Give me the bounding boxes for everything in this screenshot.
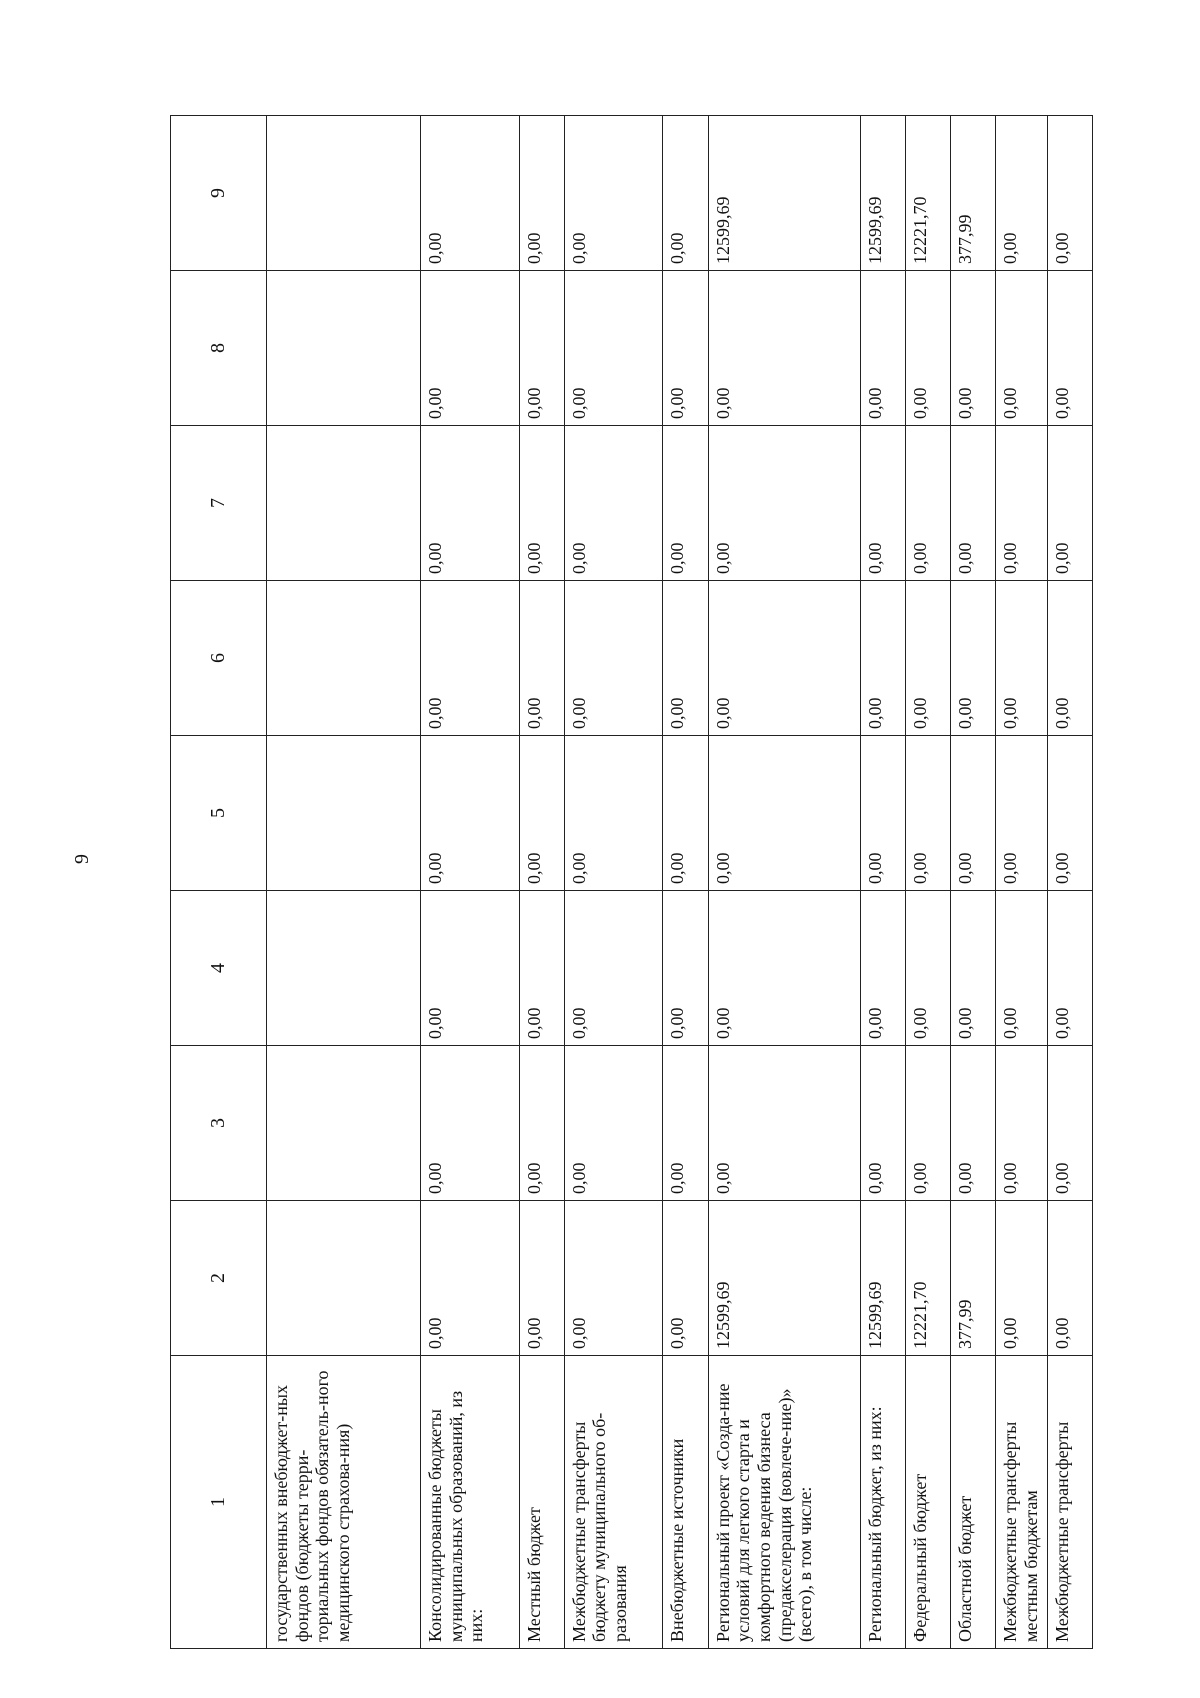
value-cell: 0,00: [905, 426, 950, 581]
value-cell: 0,00: [421, 116, 520, 271]
value-cell: 0,00: [860, 581, 905, 736]
row-label: государственных внебюджет-ных фондов (бюджеты терри-ториальных фондов обязатель-ного медицинского страхова-ния): [267, 1356, 421, 1649]
column-header: 8: [171, 271, 267, 426]
value-cell: 0,00: [1047, 736, 1092, 891]
value-cell: 0,00: [996, 891, 1048, 1046]
value-cell: 0,00: [1047, 116, 1092, 271]
value-cell: 0,00: [996, 1201, 1048, 1356]
value-cell: 0,00: [860, 1046, 905, 1201]
value-cell: 0,00: [996, 426, 1048, 581]
value-cell: 0,00: [519, 1201, 564, 1356]
value-cell: 0,00: [421, 581, 520, 736]
value-cell: 0,00: [708, 736, 860, 891]
value-cell: 0,00: [421, 271, 520, 426]
value-cell: 12599,69: [708, 116, 860, 271]
value-cell: 0,00: [519, 891, 564, 1046]
row-label: Межбюджетные трансферты: [1047, 1356, 1092, 1649]
value-cell: 0,00: [905, 891, 950, 1046]
column-header: 2: [171, 1201, 267, 1356]
value-cell: 0,00: [996, 1046, 1048, 1201]
value-cell: 0,00: [1047, 271, 1092, 426]
row-label: Региональный бюджет, из них:: [860, 1356, 905, 1649]
table-row: [950, 116, 995, 1649]
value-cell: 12599,69: [860, 1201, 905, 1356]
value-cell: 0,00: [905, 581, 950, 736]
table-row: [860, 116, 905, 1649]
value-cell: 0,00: [421, 891, 520, 1046]
column-header: 4: [171, 891, 267, 1046]
table-row: [1047, 116, 1092, 1649]
value-cell: 0,00: [421, 426, 520, 581]
value-cell: 0,00: [905, 736, 950, 891]
value-cell: 0,00: [564, 891, 663, 1046]
value-cell: 0,00: [519, 581, 564, 736]
value-cell: 0,00: [663, 891, 708, 1046]
value-cell: 0,00: [519, 116, 564, 271]
value-cell: 0,00: [1047, 1201, 1092, 1356]
value-cell: 0,00: [519, 271, 564, 426]
value-cell: 0,00: [950, 1046, 995, 1201]
value-cell: 0,00: [663, 1046, 708, 1201]
value-cell: 0,00: [950, 581, 995, 736]
value-cell: 377,99: [950, 116, 995, 271]
table-row: [996, 116, 1048, 1649]
row-label: Региональный проект «Созда-ние условий для легкого старта и комфортного ведения бизнеса (предакселерация (вовлече-ние)» (всего), в том числе:: [708, 1356, 860, 1649]
column-header: 3: [171, 1046, 267, 1201]
row-label: Федеральный бюджет: [905, 1356, 950, 1649]
column-header: 1: [171, 1356, 267, 1649]
value-cell: 0,00: [708, 1046, 860, 1201]
row-label: Местный бюджет: [519, 1356, 564, 1649]
value-cell: 0,00: [950, 271, 995, 426]
value-cell: 0,00: [708, 271, 860, 426]
value-cell: 0,00: [950, 426, 995, 581]
row-label: Межбюджетные трансферты бюджету муниципального об-разования: [564, 1356, 663, 1649]
value-cell: 0,00: [663, 116, 708, 271]
value-cell: 12599,69: [708, 1201, 860, 1356]
value-cell: 0,00: [996, 271, 1048, 426]
rotated-table-container: [170, 116, 1093, 1649]
table-row: [905, 116, 950, 1649]
value-cell: 377,99: [950, 1201, 995, 1356]
value-cell: 0,00: [564, 581, 663, 736]
value-cell: 0,00: [708, 581, 860, 736]
value-cell: 0,00: [564, 271, 663, 426]
value-cell: 0,00: [519, 426, 564, 581]
value-cell: 0,00: [996, 116, 1048, 271]
value-cell: 0,00: [860, 891, 905, 1046]
value-cell: 12221,70: [905, 116, 950, 271]
value-cell: 0,00: [519, 736, 564, 891]
value-cell: 0,00: [996, 736, 1048, 891]
value-cell: 0,00: [1047, 426, 1092, 581]
value-cell: 0,00: [1047, 1046, 1092, 1201]
value-cell: 0,00: [905, 1046, 950, 1201]
value-cell: [267, 1201, 421, 1356]
value-cell: 0,00: [663, 736, 708, 891]
value-cell: [267, 736, 421, 891]
value-cell: 0,00: [1047, 891, 1092, 1046]
column-header: 5: [171, 736, 267, 891]
value-cell: 0,00: [860, 736, 905, 891]
table-row: [663, 116, 708, 1649]
value-cell: [267, 116, 421, 271]
value-cell: 0,00: [860, 426, 905, 581]
value-cell: 0,00: [950, 891, 995, 1046]
value-cell: 12221,70: [905, 1201, 950, 1356]
value-cell: 0,00: [860, 271, 905, 426]
value-cell: 0,00: [663, 271, 708, 426]
value-cell: 0,00: [950, 736, 995, 891]
value-cell: 0,00: [421, 736, 520, 891]
value-cell: 0,00: [564, 1201, 663, 1356]
column-header: 9: [171, 116, 267, 271]
table-body: [267, 116, 1093, 1649]
row-label: Межбюджетные трансферты местным бюджетам: [996, 1356, 1048, 1649]
value-cell: 0,00: [564, 1046, 663, 1201]
value-cell: 0,00: [564, 116, 663, 271]
value-cell: 0,00: [421, 1201, 520, 1356]
page-number: 9: [71, 854, 93, 864]
row-label: Внебюджетные источники: [663, 1356, 708, 1649]
value-cell: 0,00: [708, 426, 860, 581]
value-cell: [267, 1046, 421, 1201]
table-row: [267, 116, 421, 1649]
value-cell: 0,00: [663, 1201, 708, 1356]
value-cell: 0,00: [996, 581, 1048, 736]
value-cell: 0,00: [708, 891, 860, 1046]
value-cell: 0,00: [564, 426, 663, 581]
value-cell: 0,00: [519, 1046, 564, 1201]
row-label: Областной бюджет: [950, 1356, 995, 1649]
value-cell: 0,00: [1047, 581, 1092, 736]
table-row: [519, 116, 564, 1649]
value-cell: [267, 426, 421, 581]
table-row: [421, 116, 520, 1649]
column-header: 6: [171, 581, 267, 736]
value-cell: [267, 581, 421, 736]
value-cell: [267, 271, 421, 426]
table-row: [708, 116, 860, 1649]
value-cell: 0,00: [905, 271, 950, 426]
value-cell: 0,00: [564, 736, 663, 891]
header-row: [171, 116, 267, 1649]
table-row: [564, 116, 663, 1649]
value-cell: 0,00: [421, 1046, 520, 1201]
value-cell: 0,00: [663, 426, 708, 581]
column-header: 7: [171, 426, 267, 581]
value-cell: 0,00: [663, 581, 708, 736]
value-cell: [267, 891, 421, 1046]
budget-table: [170, 115, 1093, 1649]
row-label: Консолидированные бюджеты муниципальных образований, из них:: [421, 1356, 520, 1649]
value-cell: 12599,69: [860, 116, 905, 271]
